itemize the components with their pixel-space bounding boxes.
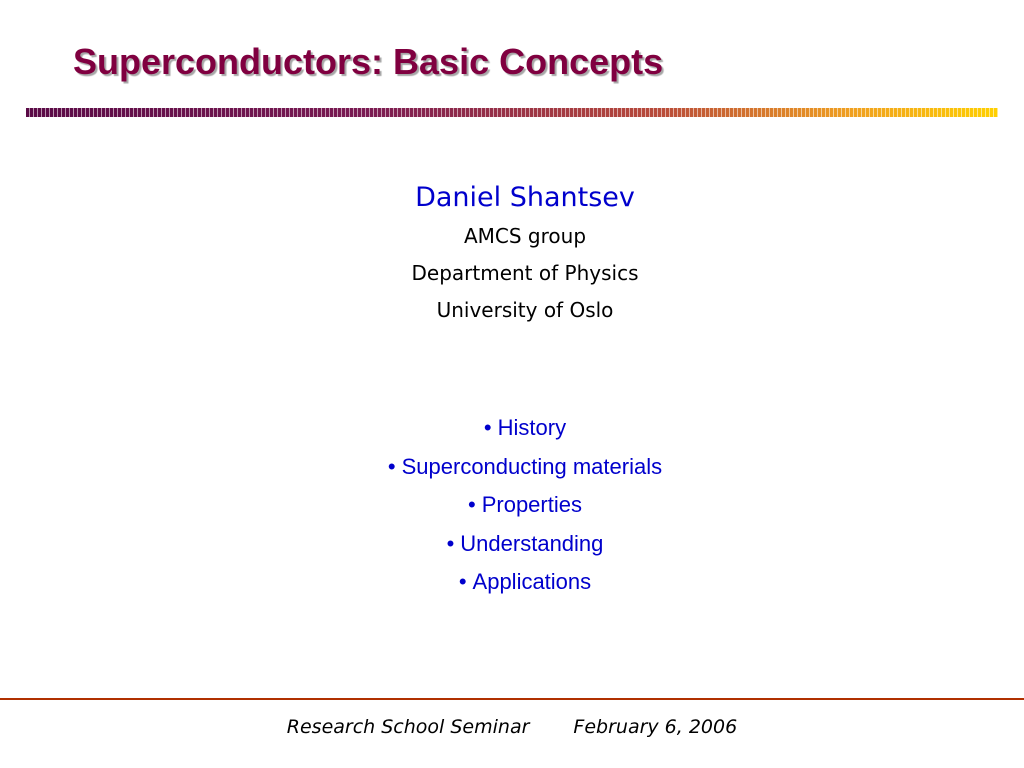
topic-item (0, 563, 1024, 602)
topic-label: Superconducting materials (401, 453, 663, 479)
topic-item (0, 525, 1024, 564)
bullet-icon: • (458, 569, 467, 594)
topic-list (0, 409, 1024, 602)
topic-label: Applications (472, 569, 592, 594)
affiliation-department: Department of Physics (411, 261, 639, 285)
topic-label: Understanding (460, 530, 604, 556)
author-name: Daniel Shantsev (415, 182, 635, 213)
slide-title: Superconductors: Basic Concepts (73, 41, 664, 82)
affiliation-university: University of Oslo (436, 298, 614, 322)
bullet-icon: • (468, 492, 476, 517)
bullet-icon: • (387, 453, 396, 479)
footer-date: February 6, 2006 (573, 716, 738, 738)
footer-event: Research School Seminar (286, 716, 530, 738)
title-divider (26, 108, 998, 117)
topic-item (0, 409, 1024, 448)
footer (0, 712, 1024, 742)
footer-divider (0, 698, 1024, 700)
bullet-icon: • (483, 415, 492, 440)
author-block (0, 178, 1024, 329)
topic-label: History (497, 415, 567, 440)
affiliation-group: AMCS group (463, 224, 587, 248)
topic-label: Properties (481, 492, 582, 517)
bullet-icon: • (446, 530, 455, 556)
topic-item (0, 448, 1024, 487)
topic-item (0, 486, 1024, 525)
